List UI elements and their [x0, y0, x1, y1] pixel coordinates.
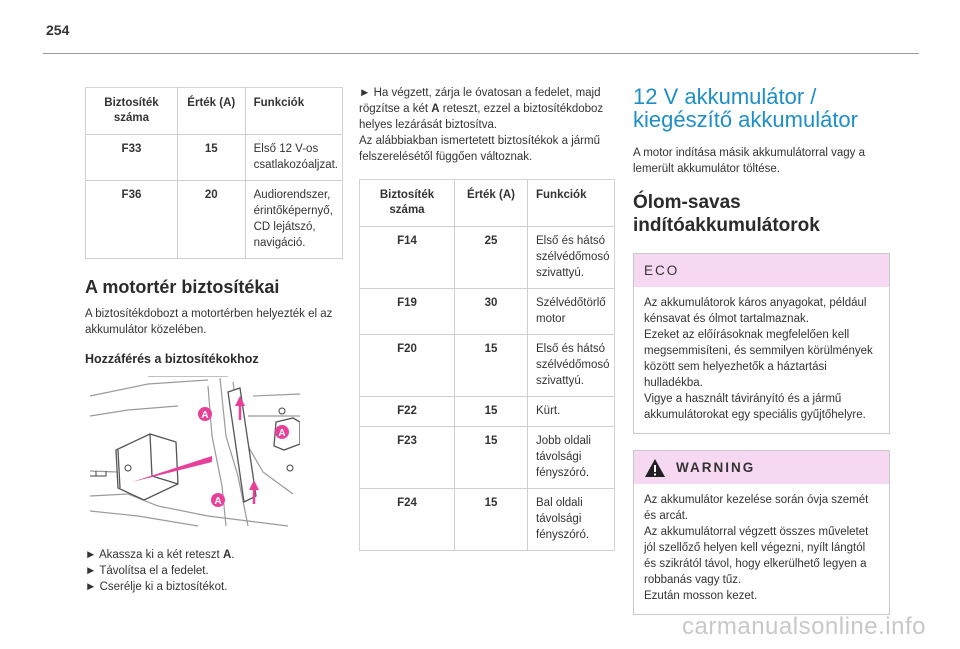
fuse-value: 15 [455, 427, 528, 489]
closing-text-1: ► Ha végzett, zárja le óvatosan a fedelet, majd rögzítse a két [359, 87, 601, 115]
step-suffix: . [231, 549, 235, 561]
fuse-table-1 [85, 87, 343, 259]
header-fuse-number: Biztosíték száma [360, 180, 455, 227]
callout-a-icon [198, 407, 212, 421]
warning-line: Az akkumulátorral végzett összes műveletet jól szellőző helyen kell végezni, nyílt lángtól és szikrától távol, hogy elkerülhető legyen a robbanás vagy tűz. [644, 526, 869, 586]
callout-a-icon [275, 425, 289, 439]
fuse-id: F24 [360, 489, 455, 551]
fuse-function: Bal oldali távolsági fényszóró. [528, 489, 615, 551]
fuse-id: F14 [360, 227, 455, 289]
eco-body [634, 287, 889, 433]
table-row [360, 427, 615, 489]
warning-box [633, 450, 890, 615]
column-2 [359, 85, 615, 551]
header-function: Funkciók [245, 88, 342, 135]
step-item: ► Távolítsa el a fedelet. [85, 565, 209, 577]
page-number: 254 [46, 22, 70, 38]
fuse-function: Szélvédőtörlő motor [528, 289, 615, 335]
fuse-function: Kürt. [528, 397, 615, 427]
fuse-box-illustration [88, 376, 300, 530]
step-text: ► Akassza ki a két reteszt [85, 549, 223, 561]
fuse-value: 15 [177, 135, 245, 181]
table-row [360, 289, 615, 335]
intro-text: A biztosítékdobozt a motortérben helyezték el az akkumulátor közelében. [85, 308, 333, 336]
eco-line: Ezeket az előírásoknak megfelelően kell megsemmisíteni, és semmilyen körülmények között sem helyezhetők a háztartási hulladékba. [644, 329, 873, 389]
closing-text-2: reteszt, ezzel a biztosítékdoboz helyes lezárását biztosítva. [359, 103, 604, 131]
fuse-value: 15 [455, 397, 528, 427]
steps-list [85, 547, 343, 595]
note-paragraph: Az alábbiakban ismertetett biztosítékok a jármű felszerelésétől függően változnak. [359, 135, 600, 163]
fuse-value: 20 [177, 181, 245, 259]
fuse-value: 15 [455, 489, 528, 551]
header-value: Érték (A) [455, 180, 528, 227]
header-rule [43, 53, 919, 54]
table-header-row [86, 88, 343, 135]
fuse-function: Jobb oldali távolsági fényszóró. [528, 427, 615, 489]
callout-a-label: A [278, 428, 286, 439]
eco-line: Vigye a használt távirányító és a jármű akkumulátorokat egy speciális gyűjtőhelyre. [644, 393, 866, 421]
fuse-function: Audiorendszer, érintőképernyő, CD lejátszó, navigáció. [245, 181, 342, 259]
warning-label: WARNING [676, 460, 756, 475]
table-row [360, 397, 615, 427]
step-bold: A [222, 549, 232, 561]
warning-line: Az akkumulátor kezelése során óvja szemét és arcát. [644, 494, 869, 522]
fuse-id: F22 [360, 397, 455, 427]
table-row [86, 135, 343, 181]
callout-a-label: A [201, 410, 209, 421]
warning-header [634, 451, 889, 484]
eco-label: ECO [644, 263, 680, 278]
closing-bold: A [431, 103, 440, 115]
closing-paragraph [359, 85, 615, 133]
table-header-row [360, 180, 615, 227]
fuse-function: Első 12 V-os csatlakozóaljzat. [245, 135, 342, 181]
column-3 [633, 85, 890, 631]
watermark: carmanualsonline.info [682, 613, 926, 640]
fuse-value: 15 [455, 335, 528, 397]
warning-body [634, 484, 889, 614]
header-value: Érték (A) [177, 88, 245, 135]
battery-title: 12 V akkumulátor / kiegészítő akkumulátor [633, 84, 858, 132]
subheading-access: Hozzáférés a biztosítékokhoz [85, 352, 259, 366]
fuse-table-2 [359, 179, 615, 551]
eco-header [634, 254, 889, 287]
table-row [86, 181, 343, 259]
warning-line: Ezután mosson kezet. [644, 590, 758, 602]
step-item [85, 547, 343, 563]
fuse-value: 25 [455, 227, 528, 289]
section-title-lead-acid: Ólom-savas indítóakkumulátorok [633, 192, 820, 236]
fuse-function: Első és hátsó szélvédőmosó szivattyú. [528, 335, 615, 397]
column-1 [85, 87, 343, 595]
eco-box [633, 253, 890, 434]
header-function: Funkciók [528, 180, 615, 227]
table-row [360, 489, 615, 551]
fuse-id: F20 [360, 335, 455, 397]
eco-line: Az akkumulátorok káros anyagokat, például kénsavat és ólmot tartalmaznak. [644, 297, 867, 325]
table-row [360, 227, 615, 289]
fuse-id: F19 [360, 289, 455, 335]
fuse-function: Első és hátsó szélvédőmosó szivattyú. [528, 227, 615, 289]
fuse-id: F36 [86, 181, 178, 259]
header-fuse-number: Biztosíték száma [86, 88, 178, 135]
section-title-engine-fuses: A motortér biztosítékai [85, 277, 280, 297]
callout-a-icon [211, 493, 225, 507]
table-row [360, 335, 615, 397]
fuse-id: F23 [360, 427, 455, 489]
battery-intro: A motor indítása másik akkumulátorral vagy a lemerült akkumulátor töltése. [633, 147, 866, 175]
fuse-id: F33 [86, 135, 178, 181]
callout-a-label: A [214, 496, 222, 507]
fuse-value: 30 [455, 289, 528, 335]
warning-triangle-icon [644, 458, 666, 478]
step-item: ► Cserélje ki a biztosítékot. [85, 581, 228, 593]
